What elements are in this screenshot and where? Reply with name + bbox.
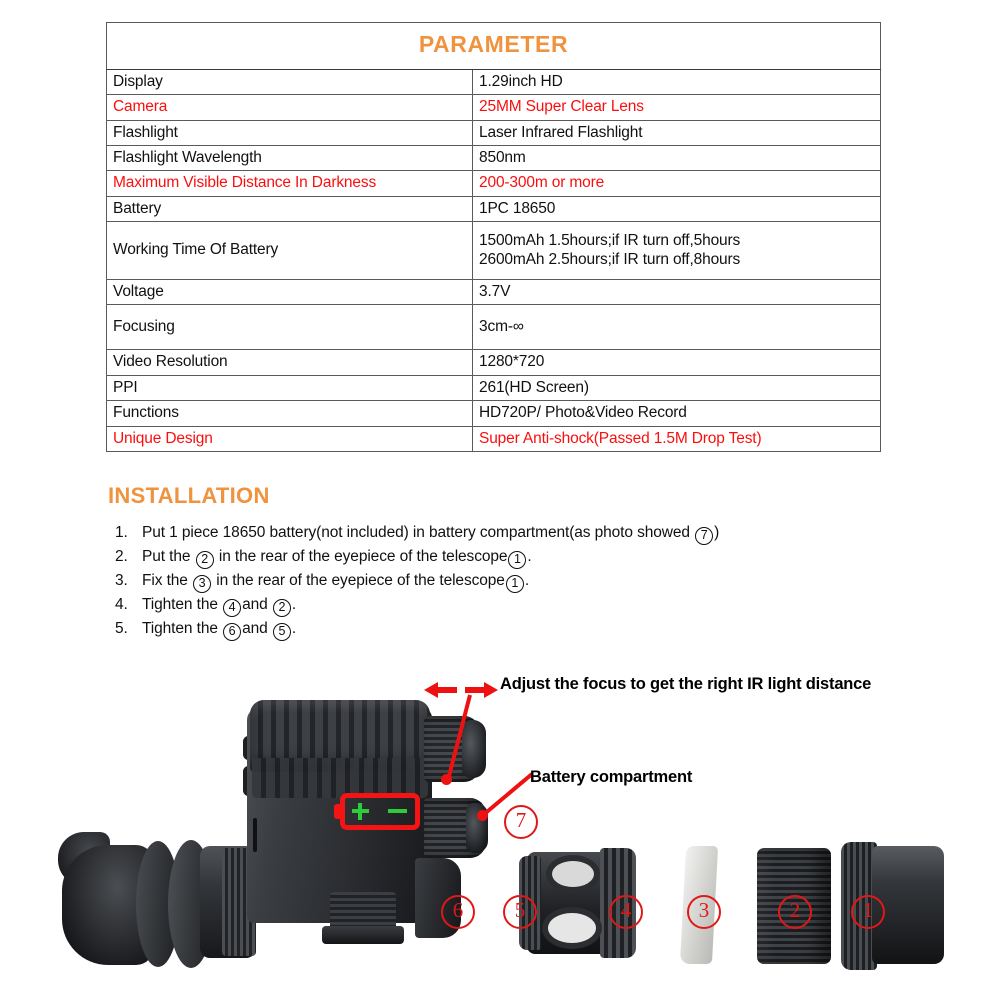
- row-value-line2: 2600mAh 2.5hours;if IR turn off,8hours: [479, 251, 741, 268]
- row-value: 3cm-∞: [473, 305, 881, 350]
- parameter-table: [106, 22, 881, 452]
- step-number: 5.: [115, 620, 128, 637]
- table-row: [107, 305, 881, 350]
- step-number: 3.: [115, 572, 128, 589]
- row-label: Flashlight: [107, 120, 473, 145]
- circled-number-icon: 2: [273, 599, 291, 617]
- row-value: Laser Infrared Flashlight: [473, 120, 881, 145]
- table-row: [107, 196, 881, 221]
- step-text-post: .: [527, 548, 532, 565]
- mount-plate: [322, 926, 404, 944]
- table-row: [107, 95, 881, 120]
- installation-steps-list: [110, 521, 940, 641]
- circled-number-icon: 2: [196, 551, 214, 569]
- circled-number-icon: 5: [273, 623, 291, 641]
- adapter-window-bottom: [548, 913, 596, 943]
- step-text-mid: in the rear of the eyepiece of the telescope: [212, 572, 505, 589]
- step-text-post: .: [291, 620, 297, 637]
- row-label: Display: [107, 69, 473, 94]
- row-value: 1.29inch HD: [473, 69, 881, 94]
- circled-number-icon: 6: [223, 623, 241, 641]
- row-value: Super Anti-shock(Passed 1.5M Drop Test): [473, 426, 881, 451]
- list-item: [110, 521, 940, 545]
- step-text-mid: in the rear of the eyepiece of the telescope: [214, 548, 508, 565]
- product-diagram: [0, 660, 1000, 1000]
- step-text-post: .: [524, 572, 530, 589]
- focus-annotation-label: Adjust the focus to get the right IR light distance: [500, 675, 872, 693]
- table-row: [107, 280, 881, 305]
- table-row: [107, 145, 881, 170]
- row-value: 1280*720: [473, 350, 881, 375]
- list-item: [110, 617, 940, 641]
- list-item: [110, 569, 940, 593]
- body-heat-fins-lower: [252, 758, 428, 798]
- row-label: Camera: [107, 95, 473, 120]
- step-text-pre: Put 1 piece 18650 battery(not included) in battery compartment(as photo showed: [142, 524, 695, 541]
- step-number: 2.: [115, 548, 128, 565]
- table-row: [107, 350, 881, 375]
- table-row: [107, 69, 881, 94]
- step-text-pre: Fix the: [142, 572, 193, 589]
- row-label: Flashlight Wavelength: [107, 145, 473, 170]
- row-label: Battery: [107, 196, 473, 221]
- step-text-post: ): [714, 524, 720, 541]
- step-text-post: .: [291, 596, 297, 613]
- step-text-pre: Tighten the: [142, 596, 223, 613]
- circled-number-icon: 4: [223, 599, 241, 617]
- page-title: PARAMETER: [418, 31, 569, 57]
- step-number: 4.: [115, 596, 128, 613]
- row-value: 261(HD Screen): [473, 375, 881, 400]
- callout-5: 5: [503, 895, 537, 929]
- row-value: 3.7V: [473, 280, 881, 305]
- row-value: 850nm: [473, 145, 881, 170]
- row-label: Maximum Visible Distance In Darkness: [107, 171, 473, 196]
- table-title-cell: [107, 23, 881, 70]
- adapter-window-top: [552, 861, 594, 887]
- row-value: 200-300m or more: [473, 171, 881, 196]
- circled-number-icon: 3: [193, 575, 211, 593]
- list-item: [110, 593, 940, 617]
- row-value: 25MM Super Clear Lens: [473, 95, 881, 120]
- callout-3: 3: [687, 895, 721, 929]
- row-label: Working Time Of Battery: [107, 222, 473, 280]
- battery-leader-dot: [477, 810, 488, 821]
- step-text-mid: and: [242, 620, 272, 637]
- battery-minus-icon: [388, 809, 407, 813]
- table-header-row: [107, 23, 881, 70]
- spec-table-container: [106, 22, 880, 452]
- step-text-mid: and: [242, 596, 272, 613]
- circled-number-icon: 1: [508, 551, 526, 569]
- callout-7: 7: [504, 805, 538, 839]
- table-row: [107, 171, 881, 196]
- table-row: [107, 222, 881, 280]
- row-value: [473, 222, 881, 280]
- table-row: [107, 401, 881, 426]
- focus-leader-dot: [441, 774, 452, 785]
- callout-4: 4: [609, 895, 643, 929]
- row-label: Unique Design: [107, 426, 473, 451]
- row-label: Video Resolution: [107, 350, 473, 375]
- row-value: 1PC 18650: [473, 196, 881, 221]
- callout-6: 6: [441, 895, 475, 929]
- battery-plus-icon: [358, 803, 362, 820]
- row-value-line1: 1500mAh 1.5hours;if IR turn off,5hours: [479, 231, 741, 249]
- row-label: Voltage: [107, 280, 473, 305]
- table-row: [107, 375, 881, 400]
- step-number: 1.: [115, 524, 128, 541]
- row-label: PPI: [107, 375, 473, 400]
- circled-number-icon: 1: [506, 575, 524, 593]
- step-text-pre: Put the: [142, 548, 195, 565]
- row-label: Functions: [107, 401, 473, 426]
- circled-number-icon: 7: [695, 527, 713, 545]
- battery-annotation-label: Battery compartment: [530, 768, 693, 786]
- list-item: [110, 545, 940, 569]
- table-row: [107, 426, 881, 451]
- table-row: [107, 120, 881, 145]
- callout-1: 1: [851, 895, 885, 929]
- step-text-pre: Tighten the: [142, 620, 223, 637]
- row-value: HD720P/ Photo&Video Record: [473, 401, 881, 426]
- row-label: Focusing: [107, 305, 473, 350]
- callout-2: 2: [778, 895, 812, 929]
- installation-heading: INSTALLATION: [108, 483, 270, 508]
